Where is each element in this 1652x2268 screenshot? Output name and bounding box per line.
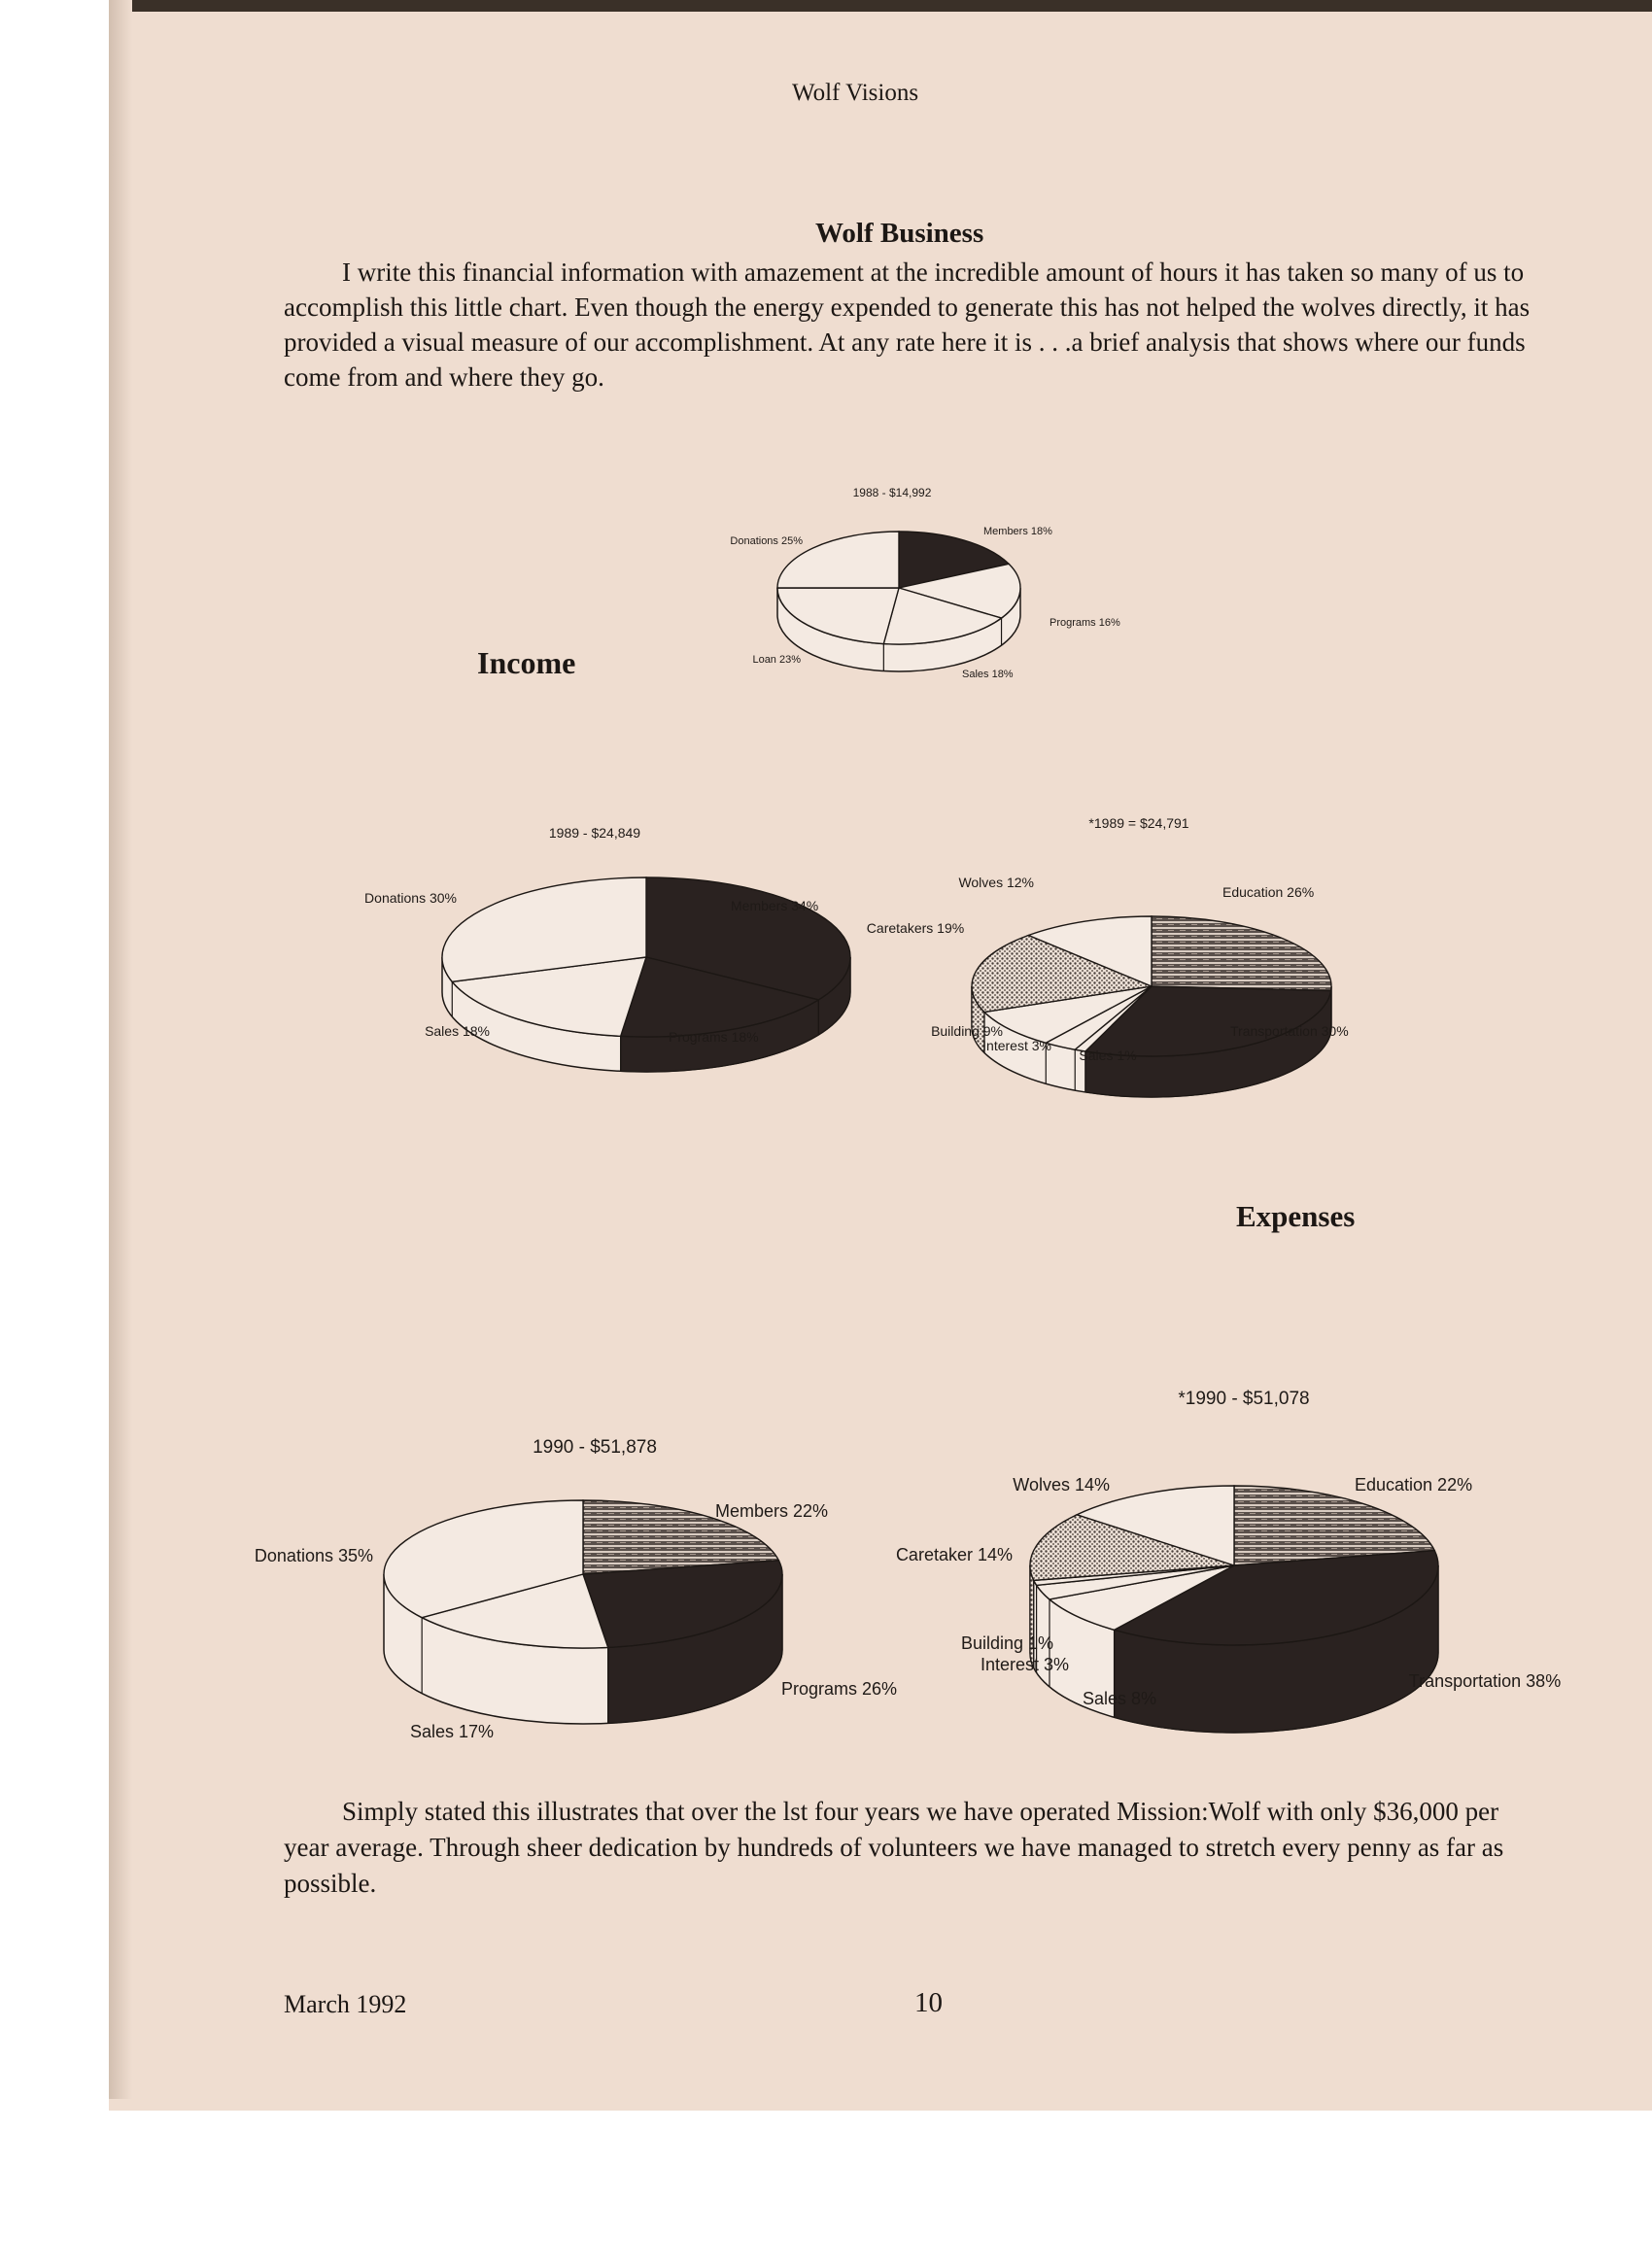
closing-paragraph: Simply stated this illustrates that over the lst four years we have operated Mission:Wolf with only $36,000 per year average. Through sheer dedication by hundreds of volunteers we have managed to stretch every penny as far as possible. [284,1797,1504,1898]
slice-label: Building 9% [931,1023,1003,1039]
slice-label: Sales 17% [409,1722,495,1741]
income-heading: Income [477,645,576,680]
slice-label: Interest 3% [982,1038,1051,1053]
slice-label: Members 18% [983,526,1052,537]
expenses-heading: Expenses [1236,1199,1356,1233]
slice-label: Wolves 12% [958,875,1034,890]
slice-label: Members 34% [731,898,819,913]
slice-label: Wolves 14% [1013,1475,1110,1495]
slice-label: Education 22% [1355,1475,1473,1495]
running-header: Wolf Visions [792,80,919,106]
pie-chart-3 [867,815,1349,1097]
chart-title: *1989 = $24,791 [1088,815,1189,831]
slice-label: Transportation 30% [1230,1023,1349,1039]
intro-paragraph: I write this financial information with amazement at the incredible amount of hours it has taken so many of us to accomplish this little chart. Even though the energy expended to generate this has not helped the wolves directly, it has provided a visual measure of our accomplishment. At any rate here it is . . .a brief analysis that shows where our funds come from and where they go. [284,258,1531,392]
article-title: Wolf Business [815,218,984,249]
chart-title: 1989 - $24,849 [548,825,641,841]
slice-label: Loan 23% [752,654,801,666]
page-number: 10 [914,1987,943,2018]
slice-label: Donations 30% [364,890,457,906]
slice-label: Interest 3% [980,1655,1069,1674]
slice-label: Programs 26% [781,1679,898,1699]
slice-label: Sales 18% [962,669,1014,680]
slice-label: Education 26% [1222,884,1315,900]
slice-label: Members 22% [715,1501,829,1521]
slice-label: Sales 1% [1079,1048,1137,1063]
slice-label: Programs 18% [669,1029,759,1045]
footer-date: March 1992 [284,1990,407,2018]
chart-title: *1990 - $51,078 [1178,1389,1310,1409]
pie-chart-1 [730,486,1120,680]
slice-label: Sales 8% [1082,1689,1157,1708]
pie-chart-5 [896,1389,1561,1733]
pie-chart-4 [255,1437,897,1741]
pie-slice [1152,916,1331,991]
slice-label: Programs 16% [1050,617,1120,629]
slice-label: Sales 18% [425,1023,490,1039]
slice-label: Donations 25% [730,535,803,547]
chart-title: 1990 - $51,878 [533,1437,657,1458]
slice-label: Caretaker 14% [895,1545,1013,1564]
slice-label: Donations 35% [254,1546,373,1565]
chart-title: 1988 - $14,992 [852,486,932,499]
slice-label: Building 1% [960,1633,1053,1653]
slice-label: Caretakers 19% [866,920,965,936]
slice-label: Transportation 38% [1408,1671,1562,1691]
pie-chart-2 [364,825,850,1072]
